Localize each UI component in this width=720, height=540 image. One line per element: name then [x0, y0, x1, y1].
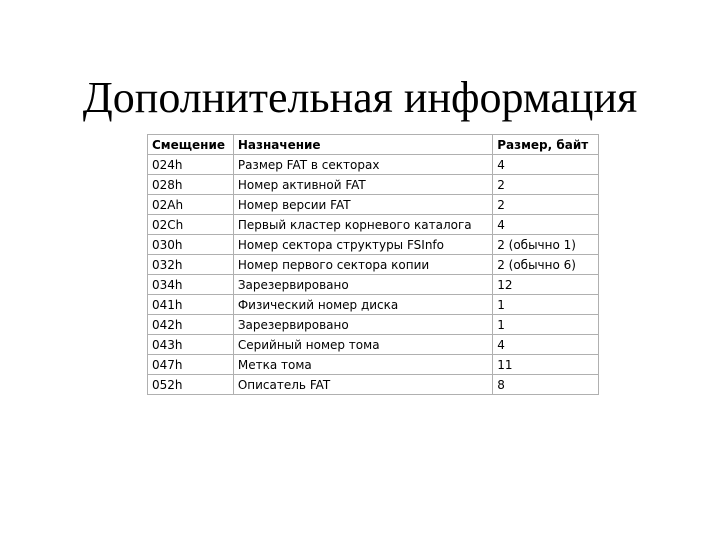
size-cell: 2 [493, 195, 599, 215]
table-header-row [148, 135, 599, 155]
purpose-cell: Размер FAT в секторах [233, 155, 492, 175]
table-row [148, 155, 599, 175]
size-cell: 1 [493, 295, 599, 315]
offset-cell: 052h [148, 375, 234, 395]
size-cell: 4 [493, 215, 599, 235]
size-cell: 2 (обычно 6) [493, 255, 599, 275]
size-cell: 2 [493, 175, 599, 195]
offset-cell: 034h [148, 275, 234, 295]
table-row [148, 335, 599, 355]
table-row [148, 255, 599, 275]
purpose-cell: Номер активной FAT [233, 175, 492, 195]
table-row [148, 195, 599, 215]
purpose-cell: Метка тома [233, 355, 492, 375]
table-row [148, 375, 599, 395]
size-cell: 11 [493, 355, 599, 375]
purpose-cell: Физический номер диска [233, 295, 492, 315]
offset-cell: 041h [148, 295, 234, 315]
purpose-cell: Первый кластер корневого каталога [233, 215, 492, 235]
purpose-cell: Описатель FAT [233, 375, 492, 395]
offset-cell: 043h [148, 335, 234, 355]
table-row [148, 275, 599, 295]
size-cell: 4 [493, 335, 599, 355]
purpose-cell: Зарезервировано [233, 275, 492, 295]
purpose-cell: Серийный номер тома [233, 335, 492, 355]
purpose-cell: Номер версии FAT [233, 195, 492, 215]
size-cell: 12 [493, 275, 599, 295]
size-cell: 1 [493, 315, 599, 335]
offset-cell: 030h [148, 235, 234, 255]
column-header-size: Размер, байт [493, 135, 599, 155]
purpose-cell: Зарезервировано [233, 315, 492, 335]
slide-title: Дополнительная информация [82, 73, 638, 122]
column-header-offset: Смещение [148, 135, 234, 155]
offset-cell: 024h [148, 155, 234, 175]
purpose-cell: Номер первого сектора копии [233, 255, 492, 275]
purpose-cell: Номер сектора структуры FSInfo [233, 235, 492, 255]
table-row [148, 235, 599, 255]
table-row [148, 295, 599, 315]
offset-cell: 042h [148, 315, 234, 335]
offset-cell: 032h [148, 255, 234, 275]
size-cell: 8 [493, 375, 599, 395]
column-header-purpose: Назначение [233, 135, 492, 155]
offset-cell: 028h [148, 175, 234, 195]
table-row [148, 175, 599, 195]
table-row [148, 315, 599, 335]
table-row [148, 355, 599, 375]
info-table [147, 134, 599, 395]
offset-cell: 047h [148, 355, 234, 375]
size-cell: 4 [493, 155, 599, 175]
table-row [148, 215, 599, 235]
offset-cell: 02Ch [148, 215, 234, 235]
size-cell: 2 (обычно 1) [493, 235, 599, 255]
offset-cell: 02Ah [148, 195, 234, 215]
